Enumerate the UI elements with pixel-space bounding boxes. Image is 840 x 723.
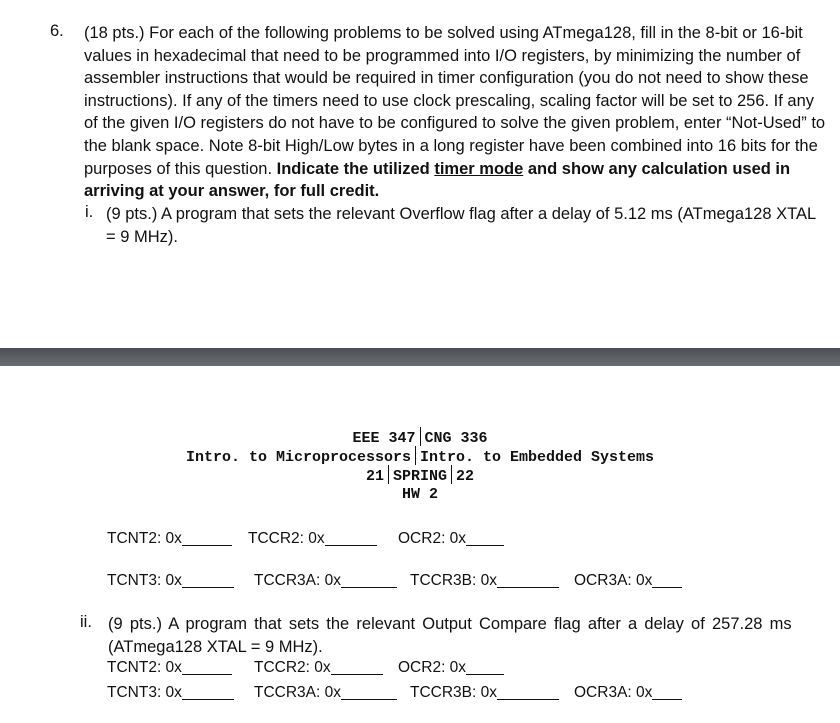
answer-blank[interactable] [182, 531, 232, 546]
header-title-embedded: Intro. to Embedded Systems [420, 449, 655, 466]
answer-blank[interactable] [466, 531, 504, 546]
question-points: (18 pts.) [84, 24, 145, 42]
header-term-line [0, 465, 840, 486]
question-text [84, 22, 826, 203]
header-course-line [0, 427, 840, 448]
reg-ii-ocr2: OCR2: 0x [398, 659, 504, 677]
part-ii-line2: (ATmega128 XTAL = 9 MHz). [108, 638, 323, 656]
reg-ii-tccr2: TCCR2: 0x [254, 659, 383, 677]
page-divider [0, 348, 840, 366]
reg-i-ocr2: OCR2: 0x [398, 530, 504, 548]
question-intro: For each of the following problems to be solved using ATmega128, fill in the 8-bit or 16-bit values in hexadecimal that need to be programmed into I/O registers, by minimizing the number of assembler instructions that would be required in timer configuration (you do not need to show these instructions). If any of the timers need to use clock prescaling, scaling factor will be set to 256. If any of the given I/O registers do not have to be configured to solve the given problem, enter “Not-Used” to the blank space. Note 8-bit High/Low bytes in a long register have been combined into 16 bits for the purposes of this question. [84, 24, 826, 178]
question-bold-b: and show any calculation used in arriving at your answer, for full credit. [84, 159, 791, 201]
header-term: SPRING [392, 468, 447, 485]
header-year-start: 21 [365, 468, 384, 485]
answer-blank[interactable] [182, 573, 234, 588]
part-i-label: i. [85, 203, 94, 221]
header-separator [451, 465, 452, 484]
question-bold-a: Indicate the utilized [276, 159, 430, 178]
header-separator [420, 427, 421, 446]
answer-blank[interactable] [497, 685, 559, 700]
reg-ii-ocr3a: OCR3A: 0x [574, 684, 682, 702]
reg-i-ocr3a: OCR3A: 0x [574, 572, 682, 590]
header-year-end: 22 [456, 468, 475, 485]
registers-ii-row2 [0, 684, 840, 704]
reg-i-tccr2: TCCR2: 0x [248, 530, 377, 548]
header-separator [415, 446, 416, 465]
answer-blank[interactable] [466, 660, 504, 675]
question-number: 6. [50, 22, 64, 40]
part-ii-line1: (9 pts.) A program that sets the relevant Output Compare flag after a delay of 257.28 ms [108, 615, 792, 633]
registers-i-row2 [0, 572, 840, 592]
reg-ii-tcnt3: TCNT3: 0x [107, 684, 234, 702]
header-title-line [0, 446, 840, 467]
header-course-eee: EEE 347 [352, 430, 416, 447]
answer-blank[interactable] [331, 660, 383, 675]
header-course-cng: CNG 336 [424, 430, 488, 447]
reg-ii-tccr3a: TCCR3A: 0x [254, 684, 397, 702]
reg-i-tccr3b: TCCR3B: 0x [410, 572, 559, 590]
header-title-micro: Intro. to Microprocessors [185, 449, 411, 466]
reg-i-tccr3a: TCCR3A: 0x [254, 572, 397, 590]
reg-ii-tccr3b: TCCR3B: 0x [410, 684, 559, 702]
header-hw: HW 2 [401, 486, 438, 503]
part-i-line2: = 9 MHz). [106, 228, 178, 246]
answer-blank[interactable] [652, 573, 682, 588]
registers-i-row1 [0, 530, 840, 550]
part-ii-label: ii. [80, 613, 92, 631]
part-i-line1: (9 pts.) A program that sets the relevant Overflow flag after a delay of 5.12 ms (ATmega128 XTAL [106, 205, 817, 223]
reg-i-tcnt2: TCNT2: 0x [107, 530, 232, 548]
answer-blank[interactable] [325, 531, 377, 546]
reg-i-tcnt3: TCNT3: 0x [107, 572, 234, 590]
answer-blank[interactable] [341, 573, 397, 588]
answer-blank[interactable] [497, 573, 559, 588]
header-separator [388, 465, 389, 484]
reg-ii-tcnt2: TCNT2: 0x [107, 659, 232, 677]
answer-blank[interactable] [182, 660, 232, 675]
answer-blank[interactable] [341, 685, 397, 700]
question-timer-mode: timer mode [434, 159, 524, 178]
registers-ii-row1 [0, 659, 840, 679]
answer-blank[interactable] [182, 685, 234, 700]
answer-blank[interactable] [652, 685, 682, 700]
